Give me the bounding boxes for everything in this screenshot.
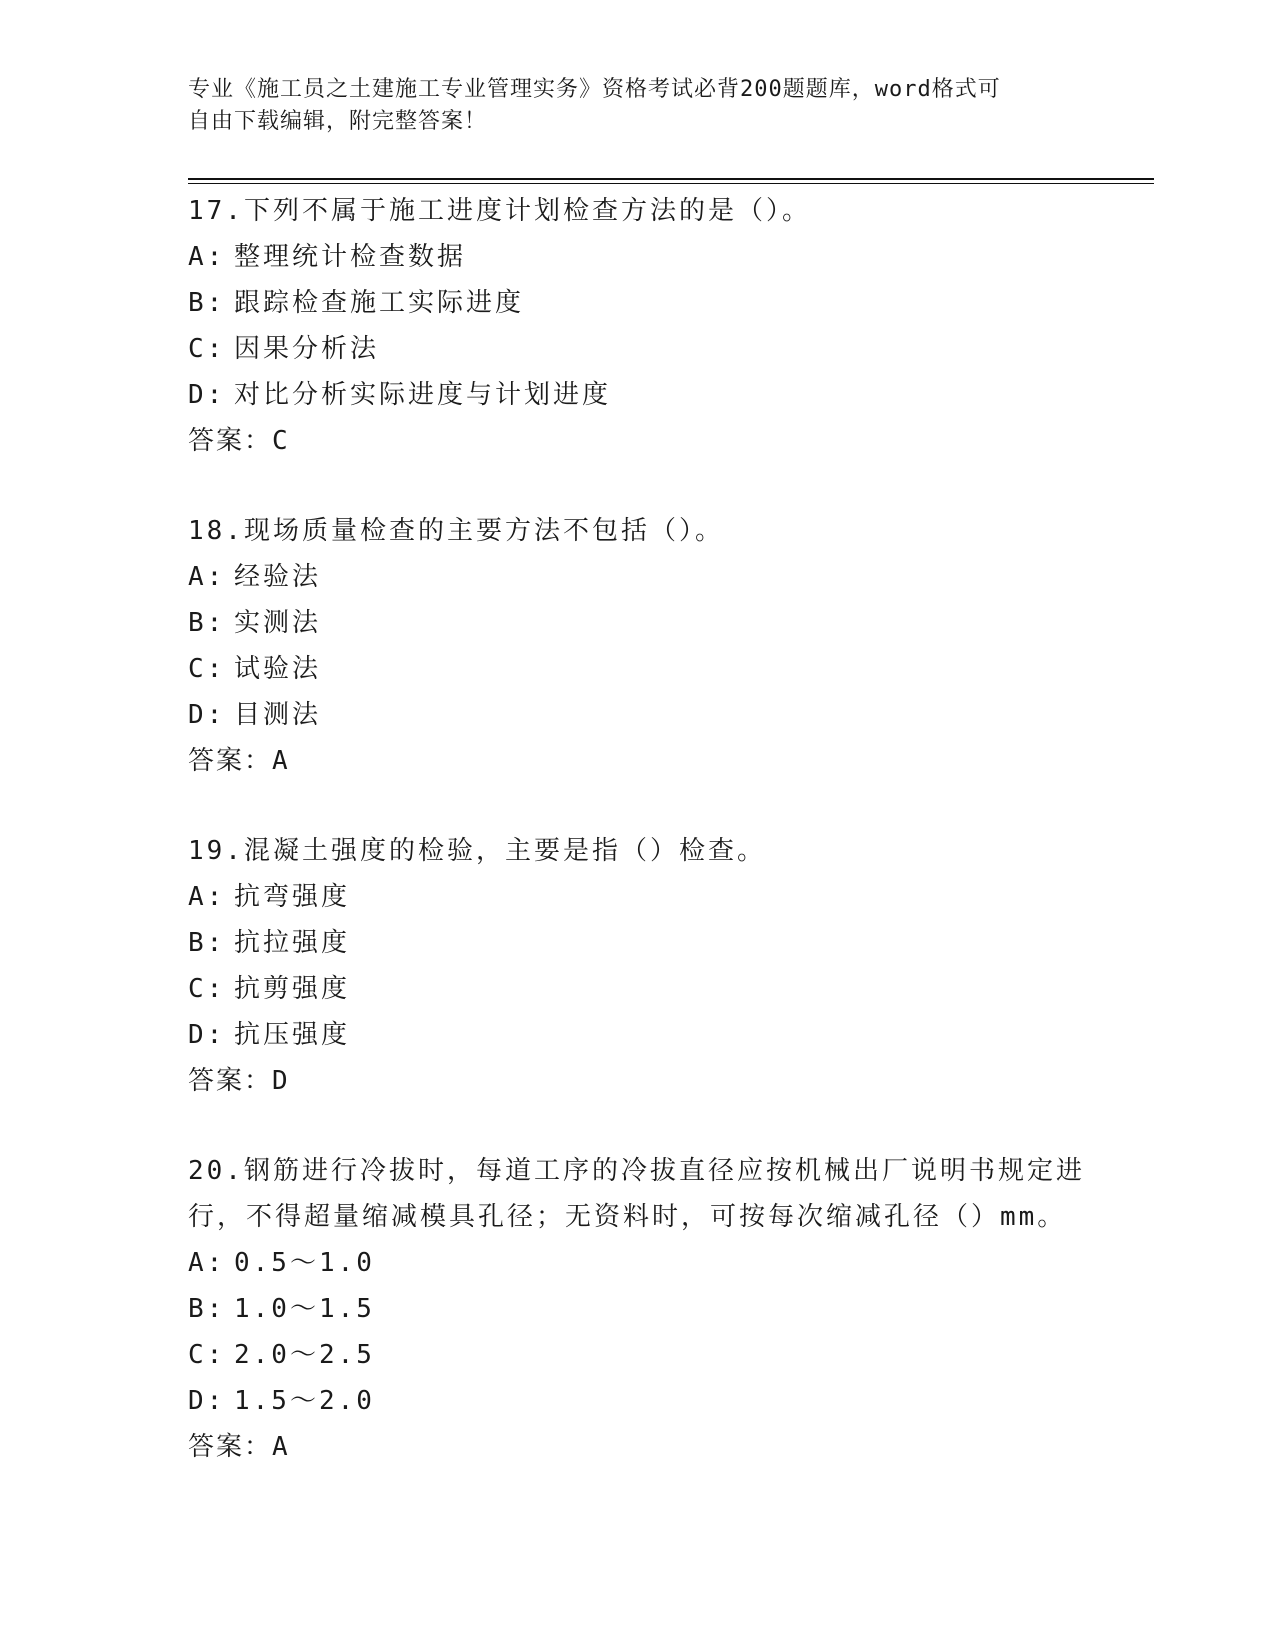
option-letter: D: (188, 380, 226, 410)
question-text: 18.现场质量检查的主要方法不包括（）。 (188, 516, 724, 546)
question-text-line-2: 行，不得超量缩减模具孔径；无资料时，可按每次缩减孔径（）mm。 (188, 1202, 1067, 1232)
option-letter: B: (188, 928, 226, 958)
option-b (188, 920, 1088, 966)
answer-value: C (272, 426, 290, 456)
option-letter: D: (188, 700, 226, 730)
option-text: 抗拉强度 (234, 928, 351, 958)
answer-value: A (272, 1432, 290, 1462)
option-b (188, 600, 1088, 646)
option-letter: D: (188, 1020, 226, 1050)
option-text: 跟踪检查施工实际进度 (234, 288, 525, 318)
document-header (188, 74, 1068, 138)
option-letter: B: (188, 1294, 226, 1324)
option-letter: A: (188, 1248, 226, 1278)
option-letter: C: (188, 654, 226, 684)
question-19 (188, 828, 1088, 1104)
answer (188, 738, 1088, 784)
answer (188, 1058, 1088, 1104)
answer-label: 答案： (188, 1066, 273, 1096)
question-text: 19.混凝土强度的检验，主要是指（）检查。 (188, 836, 766, 866)
option-a (188, 234, 1088, 280)
answer-label: 答案： (188, 426, 273, 456)
option-c (188, 646, 1088, 692)
option-text: 实测法 (234, 608, 322, 638)
option-a (188, 874, 1088, 920)
option-text: 1.5～2.0 (234, 1386, 375, 1416)
answer (188, 418, 1088, 464)
option-letter: A: (188, 242, 226, 272)
option-c (188, 966, 1088, 1012)
option-b (188, 1286, 1088, 1332)
header-line-2: 自由下载编辑，附完整答案！ (188, 109, 488, 134)
option-text: 抗压强度 (234, 1020, 351, 1050)
answer-value: D (272, 1066, 290, 1096)
option-d (188, 372, 1088, 418)
option-d (188, 1378, 1088, 1424)
option-d (188, 1012, 1088, 1058)
option-c (188, 1332, 1088, 1378)
option-text: 抗剪强度 (234, 974, 351, 1004)
option-c (188, 326, 1088, 372)
option-b (188, 280, 1088, 326)
option-letter: B: (188, 608, 226, 638)
option-letter: C: (188, 334, 226, 364)
option-text: 0.5～1.0 (234, 1248, 375, 1278)
option-letter: D: (188, 1386, 226, 1416)
option-letter: A: (188, 562, 226, 592)
option-a (188, 1240, 1088, 1286)
answer-label: 答案： (188, 1432, 273, 1462)
option-text: 整理统计检查数据 (234, 242, 467, 272)
option-text: 对比分析实际进度与计划进度 (234, 380, 612, 410)
option-text: 1.0～1.5 (234, 1294, 375, 1324)
header-divider-thick (188, 178, 1154, 180)
option-text: 因果分析法 (234, 334, 380, 364)
question-20 (188, 1148, 1088, 1470)
question-text-line-1: 20.钢筋进行冷拔时，每道工序的冷拔直径应按机械出厂说明书规定进 (188, 1156, 1085, 1186)
option-text: 抗弯强度 (234, 882, 351, 912)
answer-label: 答案： (188, 746, 273, 776)
option-text: 试验法 (234, 654, 322, 684)
option-letter: A: (188, 882, 226, 912)
header-divider-thin (188, 183, 1154, 184)
option-letter: C: (188, 1340, 226, 1370)
question-text: 17.下列不属于施工进度计划检查方法的是（）。 (188, 196, 811, 226)
option-a (188, 554, 1088, 600)
option-letter: C: (188, 974, 226, 1004)
question-17 (188, 188, 1088, 464)
answer-value: A (272, 746, 290, 776)
option-d (188, 692, 1088, 738)
answer (188, 1424, 1088, 1470)
option-text: 目测法 (234, 700, 322, 730)
option-text: 2.0～2.5 (234, 1340, 375, 1370)
option-text: 经验法 (234, 562, 322, 592)
header-line-1: 专业《施工员之土建施工专业管理实务》资格考试必背200题题库，word格式可 (188, 77, 1001, 102)
question-18 (188, 508, 1088, 784)
option-letter: B: (188, 288, 226, 318)
